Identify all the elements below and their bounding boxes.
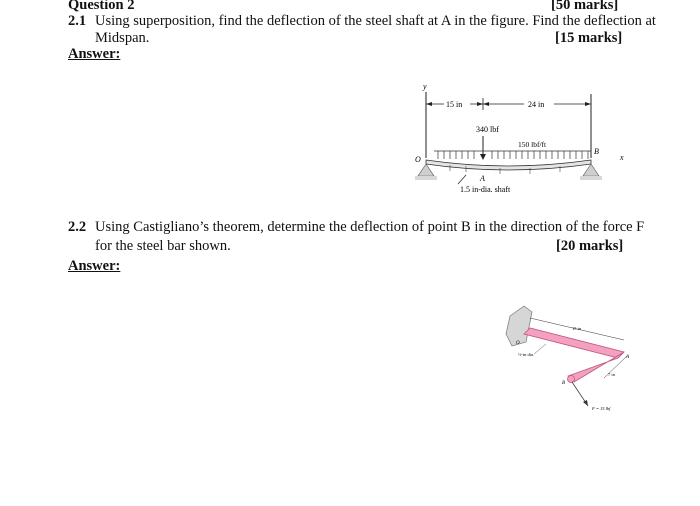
point-load-label: 340 lbf: [476, 125, 499, 134]
dim-15in: 15 in: [446, 100, 463, 109]
dia-label: ½-in dia.: [518, 352, 535, 357]
q21-marks: [15 marks]: [555, 30, 623, 46]
x-axis-label: x: [620, 153, 624, 162]
bar-segment-horizontal: [524, 328, 624, 358]
wall-support: [506, 306, 532, 346]
y-axis-label: y: [423, 82, 427, 91]
a-label: A: [480, 174, 485, 183]
distributed-load-arrows: [434, 151, 591, 159]
q22-number: 2.2: [68, 219, 87, 235]
b-label: B: [594, 147, 599, 156]
shaft-beam: [426, 160, 591, 170]
q21-text-line1: Using superposition, find the deflection of the steel shaft at A in the figure. Find the deflection at: [95, 13, 656, 29]
q22-text-line2: for the steel bar shown.: [95, 238, 231, 254]
right-support: [583, 164, 599, 176]
dim-24in: 24 in: [528, 100, 545, 109]
a-point-label: A: [626, 355, 630, 360]
o-label: O: [415, 155, 421, 164]
q21-number: 2.1: [68, 13, 87, 29]
question-title: Question 2: [68, 0, 135, 13]
q22-answer-label: Answer:: [68, 258, 121, 274]
shaft-figure: [410, 80, 640, 200]
left-support: [418, 164, 434, 176]
q22-text-line1: Using Castigliano’s theorem, determine the deflection of point B in the direction of the force F: [95, 219, 645, 235]
dist-load-label: 150 lbf/ft: [518, 140, 547, 149]
dim-15in-label: 15 in: [572, 326, 582, 331]
o-point-label: O: [516, 341, 520, 346]
force-label: F = 15 lbf: [592, 406, 611, 411]
bent-bar-figure: [500, 296, 640, 416]
q21-text-line2: Midspan.: [95, 30, 150, 46]
q22-marks: [20 marks]: [556, 238, 624, 254]
dim-7in-label: 7 in: [608, 372, 615, 377]
b-point-label: B: [562, 381, 566, 386]
question-total-marks: [50 marks]: [551, 0, 619, 13]
q21-answer-label: Answer:: [68, 46, 121, 62]
shaft-dia-label: 1.5 in-dia. shaft: [460, 185, 511, 194]
